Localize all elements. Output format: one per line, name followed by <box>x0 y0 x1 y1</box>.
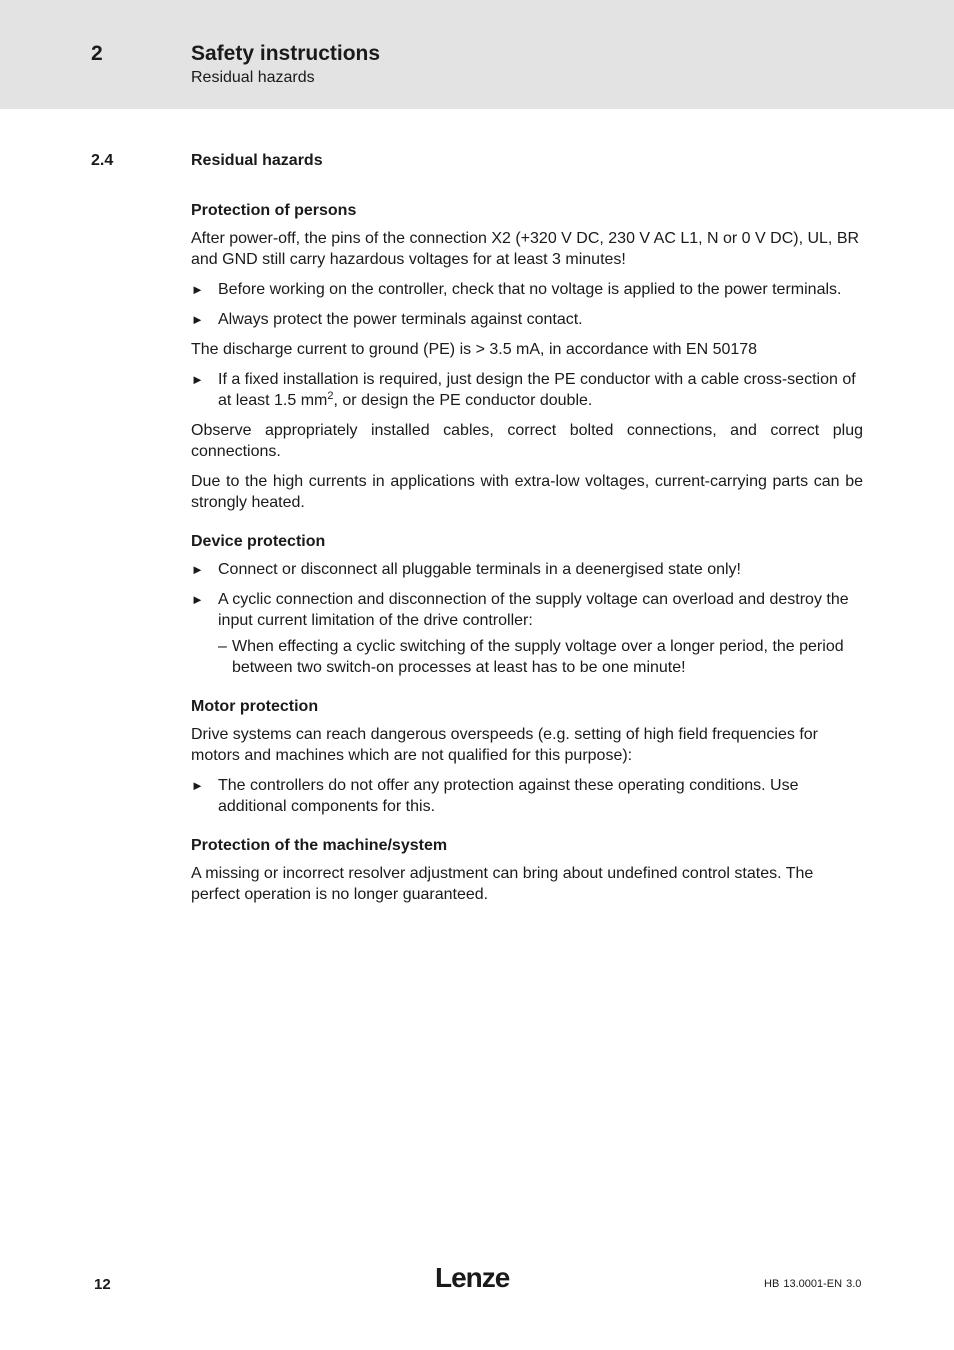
chapter-title: Safety instructions <box>191 42 381 65</box>
device-sub-item <box>218 636 863 678</box>
device-bullet-1 <box>191 559 863 580</box>
chapter-subtitle: Residual hazards <box>191 69 315 86</box>
arrow-icon: ► <box>191 562 204 577</box>
device-bullet-2 <box>191 589 863 678</box>
observe-text: Observe appropriately installed cables, correct bolted connections, and correct plug connections. <box>191 422 863 460</box>
bullet-text <box>218 371 856 409</box>
persons-intro: After power-off, the pins of the connection X2 (+320 V DC, 230 V AC L1, N or 0 V DC), UL, BR and GND still carry hazardous voltages for at least 3 minutes! <box>191 230 860 268</box>
chapter-number: 2 <box>91 42 103 65</box>
document-reference: HB 13.0001-EN 3.0 <box>764 1278 862 1290</box>
persons-bullet-1 <box>191 279 863 300</box>
bullet-text: A cyclic connection and disconnection of the supply voltage can overload and destroy the input current limitation of the drive controller: <box>218 591 849 629</box>
persons-heading: Protection of persons <box>191 202 357 219</box>
currents-text: Due to the high currents in applications with extra-low voltages, current-carrying parts can be strongly heated. <box>191 473 863 511</box>
arrow-icon: ► <box>191 312 204 327</box>
motor-intro: Drive systems can reach dangerous overspeeds (e.g. setting of high field frequencies for motors and machines which are not qualified for this purpose): <box>191 726 818 764</box>
bullet-text-part-b: , or design the PE conductor double. <box>333 392 593 409</box>
bullet-text: Connect or disconnect all pluggable terminals in a deenergised state only! <box>218 561 741 578</box>
bullet-text: Always protect the power terminals against contact. <box>218 311 583 328</box>
page-number: 12 <box>94 1276 111 1293</box>
section-title: Residual hazards <box>191 152 323 169</box>
section-number: 2.4 <box>91 152 114 169</box>
discharge-text: The discharge current to ground (PE) is > 3.5 mA, in accordance with EN 50178 <box>191 341 758 358</box>
motor-bullet-1 <box>191 775 863 817</box>
persons-bullet-2 <box>191 309 863 330</box>
lenze-logo: Lenze <box>435 1262 510 1293</box>
machine-text: A missing or incorrect resolver adjustment can bring about undefined control states. The perfect operation is no longer guaranteed. <box>191 865 814 903</box>
bullet-text-part-a: If a fixed installation is required, just design the PE conductor with a cable cross-section of at least 1.5 mm <box>218 371 856 409</box>
device-heading: Device protection <box>191 533 326 550</box>
motor-heading: Motor protection <box>191 698 319 715</box>
sub-item-text: When effecting a cyclic switching of the supply voltage over a longer period, the period between two switch-on processes at least has to be one minute! <box>232 638 844 676</box>
superscript: 2 <box>327 390 334 402</box>
arrow-icon: ► <box>191 778 204 793</box>
page-content <box>191 200 863 914</box>
arrow-icon: ► <box>191 282 204 297</box>
bullet-text: Before working on the controller, check that no voltage is applied to the power terminals. <box>218 281 842 298</box>
page-header <box>0 0 954 109</box>
bullet-text: The controllers do not offer any protection against these operating conditions. Use additional components for this. <box>218 777 799 815</box>
machine-heading: Protection of the machine/system <box>191 837 448 854</box>
arrow-icon: ► <box>191 592 204 607</box>
dash-icon: – <box>218 638 227 655</box>
persons-bullet-3 <box>191 369 863 411</box>
arrow-icon: ► <box>191 372 204 387</box>
